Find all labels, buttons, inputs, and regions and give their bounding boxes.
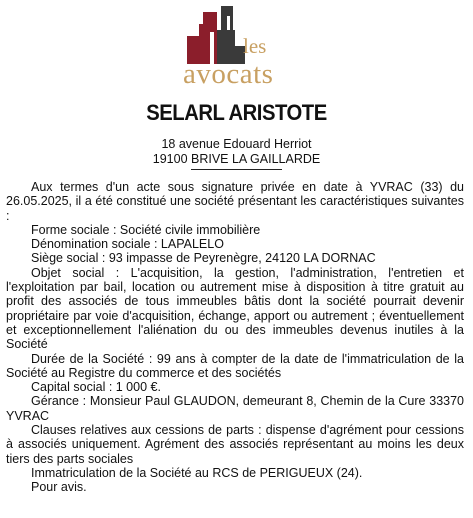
divider [191,169,282,170]
notice-siege-social: Siège social : 93 impasse de Peyrenègre, 24120 LA DORNAC [31,251,376,266]
firm-address-street: 18 avenue Edouard Herriot [161,137,312,151]
notice-objet-social: Objet social : L'acquisition, la gestion, l'administration, l'entretien et l'exploitation par bail, location ou autrement mise à disposition à titre gratuit au profit des associés de tous immeubles bâtis dont la société pourrait devenir propriétaire par voie d'acquisition, échange, apport ou autrement ; éventuellement et exceptionnellement l'aliénation du ou des immeubles devenus inutiles à la Société [6,265,464,352]
logo-word-les: les [243,34,267,58]
notice-immatriculation: Immatriculation de la Société au RCS de PERIGUEUX (24). [31,465,363,480]
notice-denomination: Dénomination sociale : LAPALELO [31,237,224,252]
firm-name: SELARL ARISTOTE [146,100,327,125]
notice-duree: Durée de la Société : 99 ans à compter de la date de l'immatriculation de la Société au Registre du commerce et des sociétés [6,351,464,380]
les-avocats-logo [183,6,293,92]
notice-capital: Capital social : 1 000 €. [31,380,161,395]
notice-forme-sociale: Forme sociale : Société civile immobilière [31,222,261,237]
logo-word-avocats: avocats [183,58,274,90]
firm-address-city: 19100 BRIVE LA GAILLARDE [152,152,321,166]
notice-clauses-cession: Clauses relatives aux cessions de parts : dispense d'agrément pour cessions à associés uniquement. Agrément des associés représentant au moins les deux tiers des parts sociales [6,423,464,466]
notice-gerance: Gérance : Monsieur Paul GLAUDON, demeurant 8, Chemin de la Cure 33370 YVRAC [6,394,464,423]
notice-body [6,180,464,495]
notice-pour-avis: Pour avis. [31,480,87,495]
notice-intro: Aux termes d'un acte sous signature privée en date à YVRAC (33) du 26.05.2025, il a été constitué une société présentant les caractéristiques suivantes : [6,180,464,223]
